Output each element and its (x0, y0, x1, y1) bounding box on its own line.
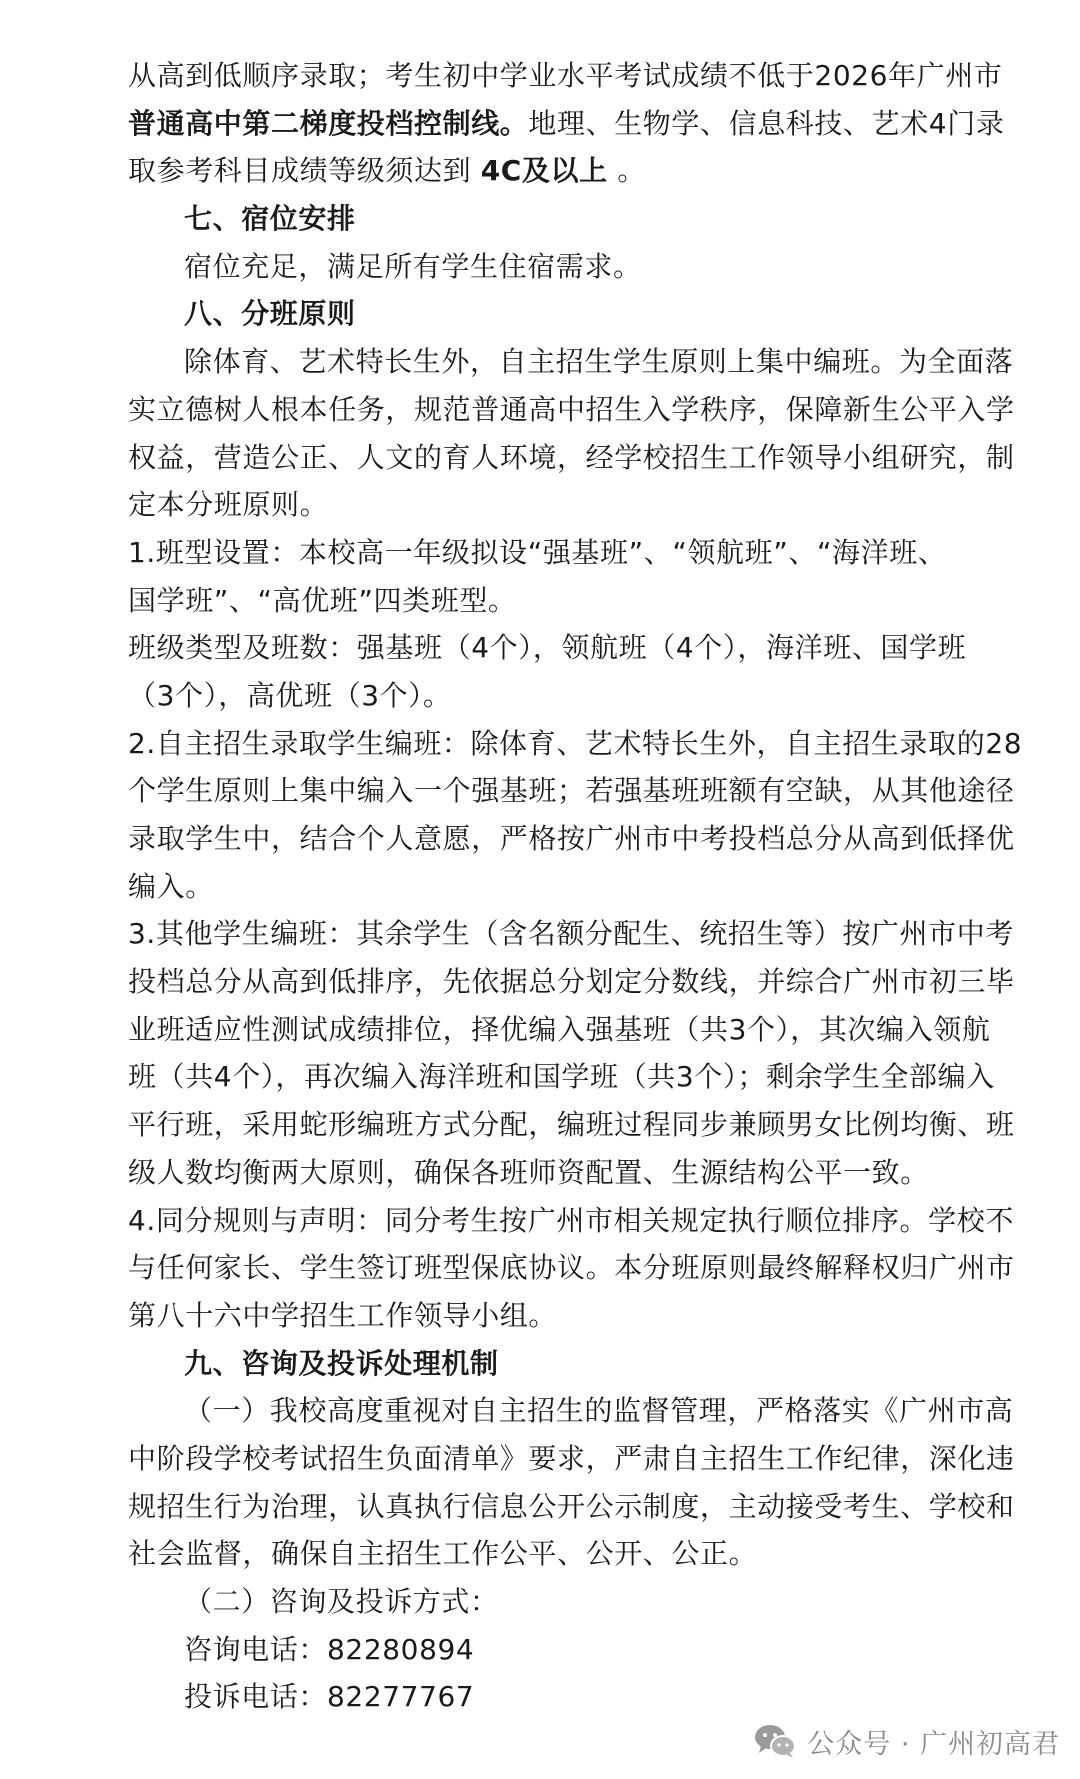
text-line: 定本分班原则。 (128, 488, 329, 522)
text-line: 从高到低顺序录取；考生初中学业水平考试成绩不低于2026年广州市 (128, 59, 1003, 92)
text-line: 班级类型及班数：强基班（4个），领航班（4个），海洋班、国学班 (128, 631, 967, 665)
text-line: 编入。 (128, 869, 214, 903)
text-line: 业班适应性测试成绩排位，择优编入强基班（共3个），其次编入领航 (128, 1012, 991, 1046)
bold-text: 4C及以上 (480, 154, 608, 188)
text-line: 2.自主招生录取学生编班：除体育、艺术特长生外，自主招生录取的28 (128, 726, 1023, 760)
section-heading-dormitory: 七、宿位安排 (184, 202, 356, 236)
text-line: 除体育、艺术特长生外，自主招生学生原则上集中编班。为全面落 (184, 345, 1014, 379)
text-line: 平行班，采用蛇形编班方式分配，编班过程同步兼顾男女比例均衡、班 (128, 1108, 1015, 1142)
text-line: 第八十六中学招生工作领导小组。 (128, 1298, 558, 1332)
text-line: （二）咨询及投诉方式： (184, 1585, 499, 1618)
text-line: 国学班”、“高优班”四类班型。 (128, 583, 517, 617)
text-line: 班（共4个），再次编入海洋班和国学班（共3个）；剩余学生全部编入 (128, 1060, 995, 1094)
text-line: 投档总分从高到低排序，先依据总分划定分数线，并综合广州市初三毕 (128, 965, 1015, 999)
text-line: 1.班型设置：本校高一年级拟设“强基班”、“领航班”、“海洋班、 (128, 535, 947, 569)
text-line: 个学生原则上集中编入一个强基班；若强基班班额有空缺，从其他途径 (128, 774, 1015, 808)
line-text: 取参考科目成绩等级须达到 (128, 154, 481, 188)
text-line: 4.同分规则与声明：同分考生按广州市相关规定执行顺位排序。学校不 (128, 1203, 1014, 1237)
section-heading-consultation: 九、咨询及投诉处理机制 (184, 1346, 499, 1380)
document-body (128, 52, 1023, 1721)
line-text: 。 (607, 154, 646, 188)
text-line: 权益，营造公正、人文的育人环境，经学校招生工作领导小组研究，制 (128, 440, 1015, 474)
text-line (128, 100, 1005, 148)
wechat-icon (753, 1722, 797, 1760)
consult-phone: 咨询电话：82280894 (184, 1632, 475, 1666)
text-line: 社会监督，确保自主招生工作公平、公开、公正。 (128, 1537, 758, 1571)
text-line: 实立德树人根本任务，规范普通高中招生入学秩序，保障新生公平入学 (128, 392, 1015, 426)
watermark-text: 公众号 · 广州初高君 (807, 1728, 1060, 1760)
line-text: 地理、生物学、信息科技、艺术4门录 (528, 106, 1005, 140)
wechat-watermark (753, 1711, 1060, 1771)
text-line: （一）我校高度重视对自主招生的监督管理，严格落实《广州市高 (184, 1394, 1014, 1428)
text-line: 与任何家长、学生签订班型保底协议。本分班原则最终解释权归广州市 (128, 1251, 1015, 1285)
text-line: （3个），高优班（3个）。 (128, 678, 452, 712)
text-line: 规招生行为治理，认真执行信息公开公示制度，主动接受考生、学校和 (128, 1489, 1015, 1523)
section-heading-class-division: 八、分班原则 (184, 297, 356, 331)
complaint-phone: 投诉电话：82277767 (184, 1680, 475, 1714)
text-line: 录取学生中，结合个人意愿，严格按广州市中考投档总分从高到低择优 (128, 822, 1015, 855)
text-line: 宿位充足，满足所有学生住宿需求。 (184, 249, 642, 283)
text-line: 中阶段学校考试招生负面清单》要求，严肃自主招生工作纪律，深化违 (128, 1441, 1015, 1475)
bold-text: 普通高中第二梯度投档控制线。 (128, 106, 529, 140)
text-line (128, 147, 968, 195)
text-line: 3.其他学生编班：其余学生（含名额分配生、统招生等）按广州市中考 (128, 917, 1014, 951)
text-line: 级人数均衡两大原则，确保各班师资配置、生源结构公平一致。 (128, 1155, 929, 1189)
